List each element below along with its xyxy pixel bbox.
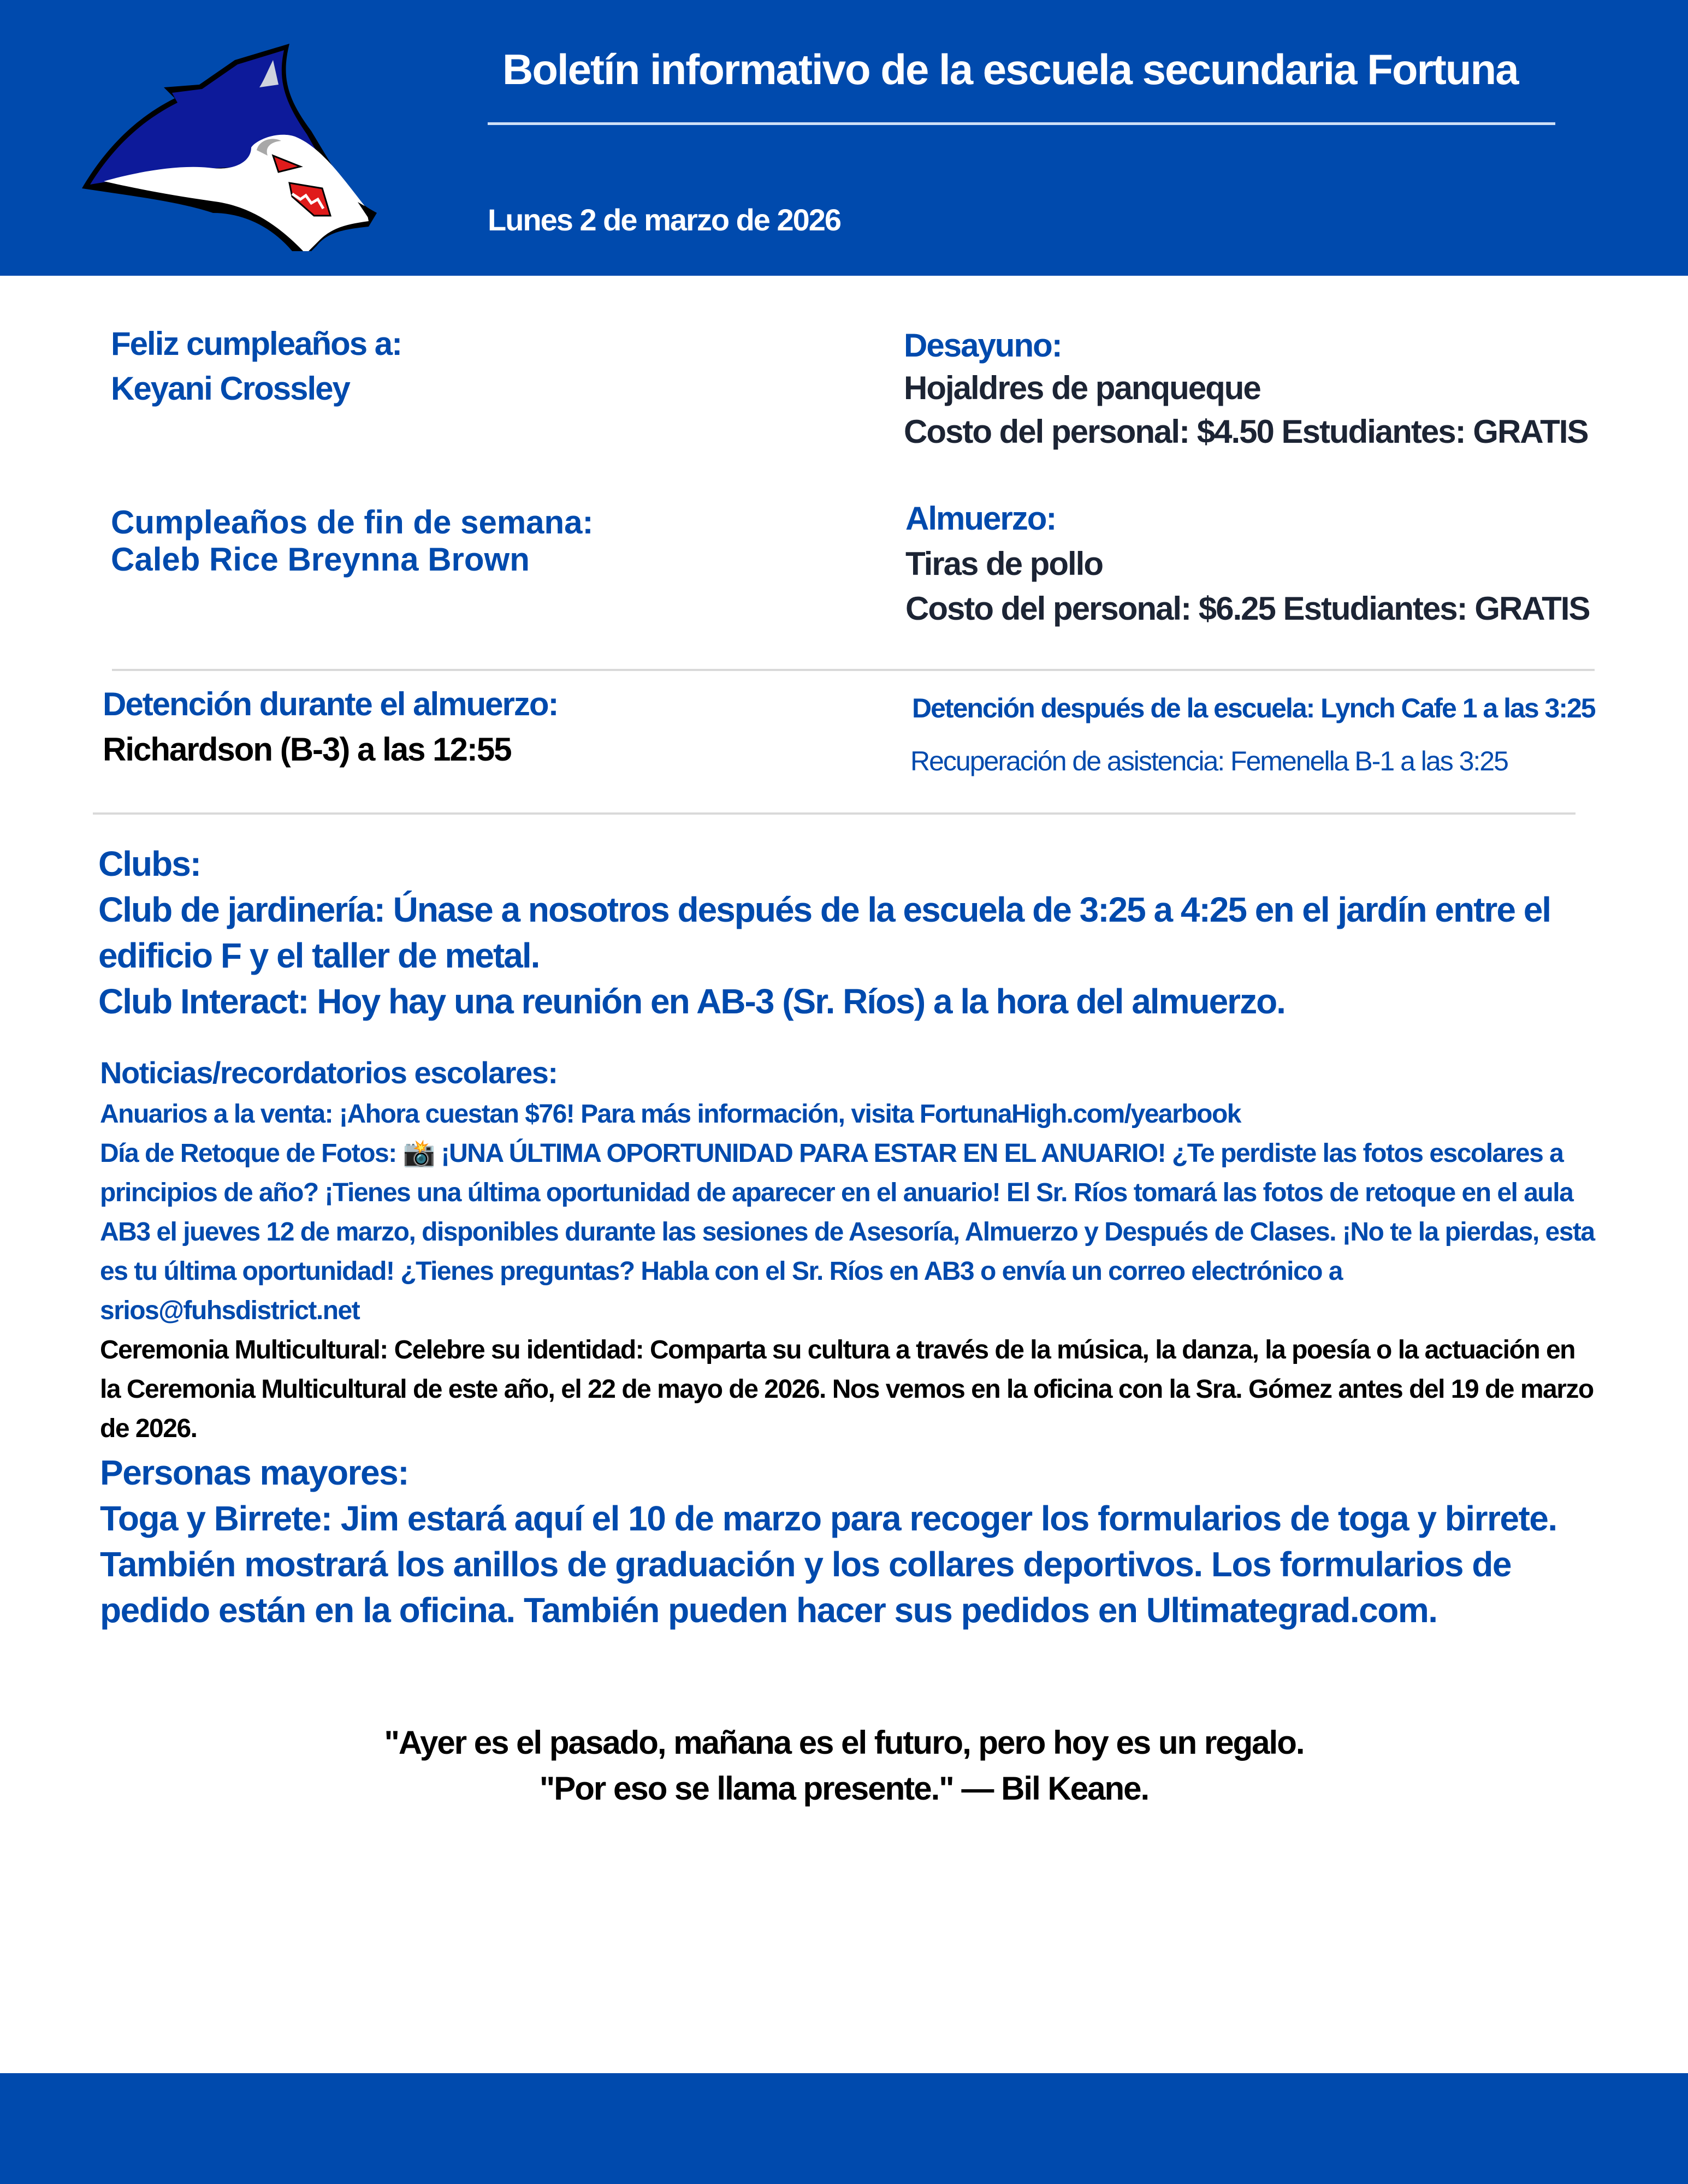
retake-prefix: Día de Retoque de Fotos: (100, 1139, 396, 1168)
breakfast-cost: Costo del personal: $4.50 Estudiantes: GRATIS (904, 413, 1588, 450)
camera-flash-icon: 📸 (402, 1139, 435, 1168)
weekend-birthday-names: Caleb Rice Breynna Brown (111, 541, 530, 578)
newsletter-title: Boletín informativo de la escuela secundaria Fortuna (502, 45, 1518, 93)
news-multicultural: Ceremonia Multicultural: Celebre su identidad: Comparta su cultura a través de la música, la danza, la poesía o la actuación en la Ceremonia Multicultural de este año, el 22 de mayo de 2026. Nos vemos en la oficina con la Sra. Gómez antes del 19 de marzo de 2026. (100, 1336, 1594, 1443)
lunch-label: Almuerzo: (905, 500, 1056, 537)
attendance-recovery: Recuperación de asistencia: Femenella B-1 a las 3:25 (910, 746, 1508, 776)
wolf-mascot-icon (71, 33, 399, 251)
lunch-item: Tiras de pollo (905, 545, 1103, 582)
title-divider (488, 122, 1555, 125)
birthday-names: Keyani Crossley (111, 370, 350, 407)
birthday-label: Feliz cumpleaños a: (111, 325, 402, 362)
breakfast-item: Hojaldres de panqueque (904, 370, 1260, 406)
seniors-label: Personas mayores: (100, 1453, 409, 1492)
section-divider (93, 812, 1576, 815)
lunch-detention-value: Richardson (B-3) a las 12:55 (103, 731, 511, 768)
club-item: Club de jardinería: Únase a nosotros después de la escuela de 3:25 a 4:25 en el jardín entre el edificio F y el taller de metal. (98, 890, 1551, 975)
retake-text: ¡UNA ÚLTIMA OPORTUNIDAD PARA ESTAR EN EL ANUARIO! ¿Te perdiste las fotos escolares a principios de año? ¡Tienes una última oportunidad de aparecer en el anuario! El Sr. Ríos tomará las fotos de retoque en el aula AB3 el jueves 12 de marzo, disponibles durante las sesiones de Asesoría, Almuerzo y Después de Clases. ¡No te la pierdas, esta es tu última oportunidad! ¿Tienes preguntas? Habla con el Sr. Ríos en AB3 o envía un correo electrónico a srios@fuhsdistrict.net (100, 1139, 1595, 1325)
news-yearbook: Anuarios a la venta: ¡Ahora cuestan $76! Para más información, visita FortunaHigh.com/yearbook (100, 1100, 1241, 1129)
newsletter-date: Lunes 2 de marzo de 2026 (488, 203, 841, 237)
weekend-birthday-label: Cumpleaños de fin de semana: (111, 504, 594, 541)
club-item: Club Interact: Hoy hay una reunión en AB-3 (Sr. Ríos) a la hora del almuerzo. (98, 982, 1285, 1021)
news-label: Noticias/recordatorios escolares: (100, 1055, 558, 1090)
news-section (100, 1051, 1596, 1449)
section-divider (112, 669, 1595, 671)
lunch-detention-label: Detención durante el almuerzo: (103, 686, 558, 722)
header-banner (0, 0, 1688, 276)
after-school-detention: Detención después de la escuela: Lynch Cafe 1 a las 3:25 (912, 693, 1595, 723)
quote-line-2: "Por eso se llama presente." — Bil Keane. (539, 1770, 1149, 1807)
seniors-text: Toga y Birrete: Jim estará aquí el 10 de marzo para recoger los formularios de toga y birrete. También mostrará los anillos de graduación y los collares deportivos. Los formularios de pedido están en la oficina. También pueden hacer sus pedidos en Ultimategrad.com. (100, 1499, 1557, 1630)
seniors-section (100, 1450, 1607, 1633)
breakfast-label: Desayuno: (904, 327, 1062, 364)
clubs-label: Clubs: (98, 844, 201, 883)
quote (0, 1720, 1688, 1812)
news-photo-retake (100, 1134, 1596, 1331)
footer-banner (0, 2073, 1688, 2184)
clubs-section (98, 841, 1606, 1024)
quote-line-1: "Ayer es el pasado, mañana es el futuro, pero hoy es un regalo. (384, 1724, 1304, 1761)
lunch-cost: Costo del personal: $6.25 Estudiantes: GRATIS (905, 590, 1590, 627)
